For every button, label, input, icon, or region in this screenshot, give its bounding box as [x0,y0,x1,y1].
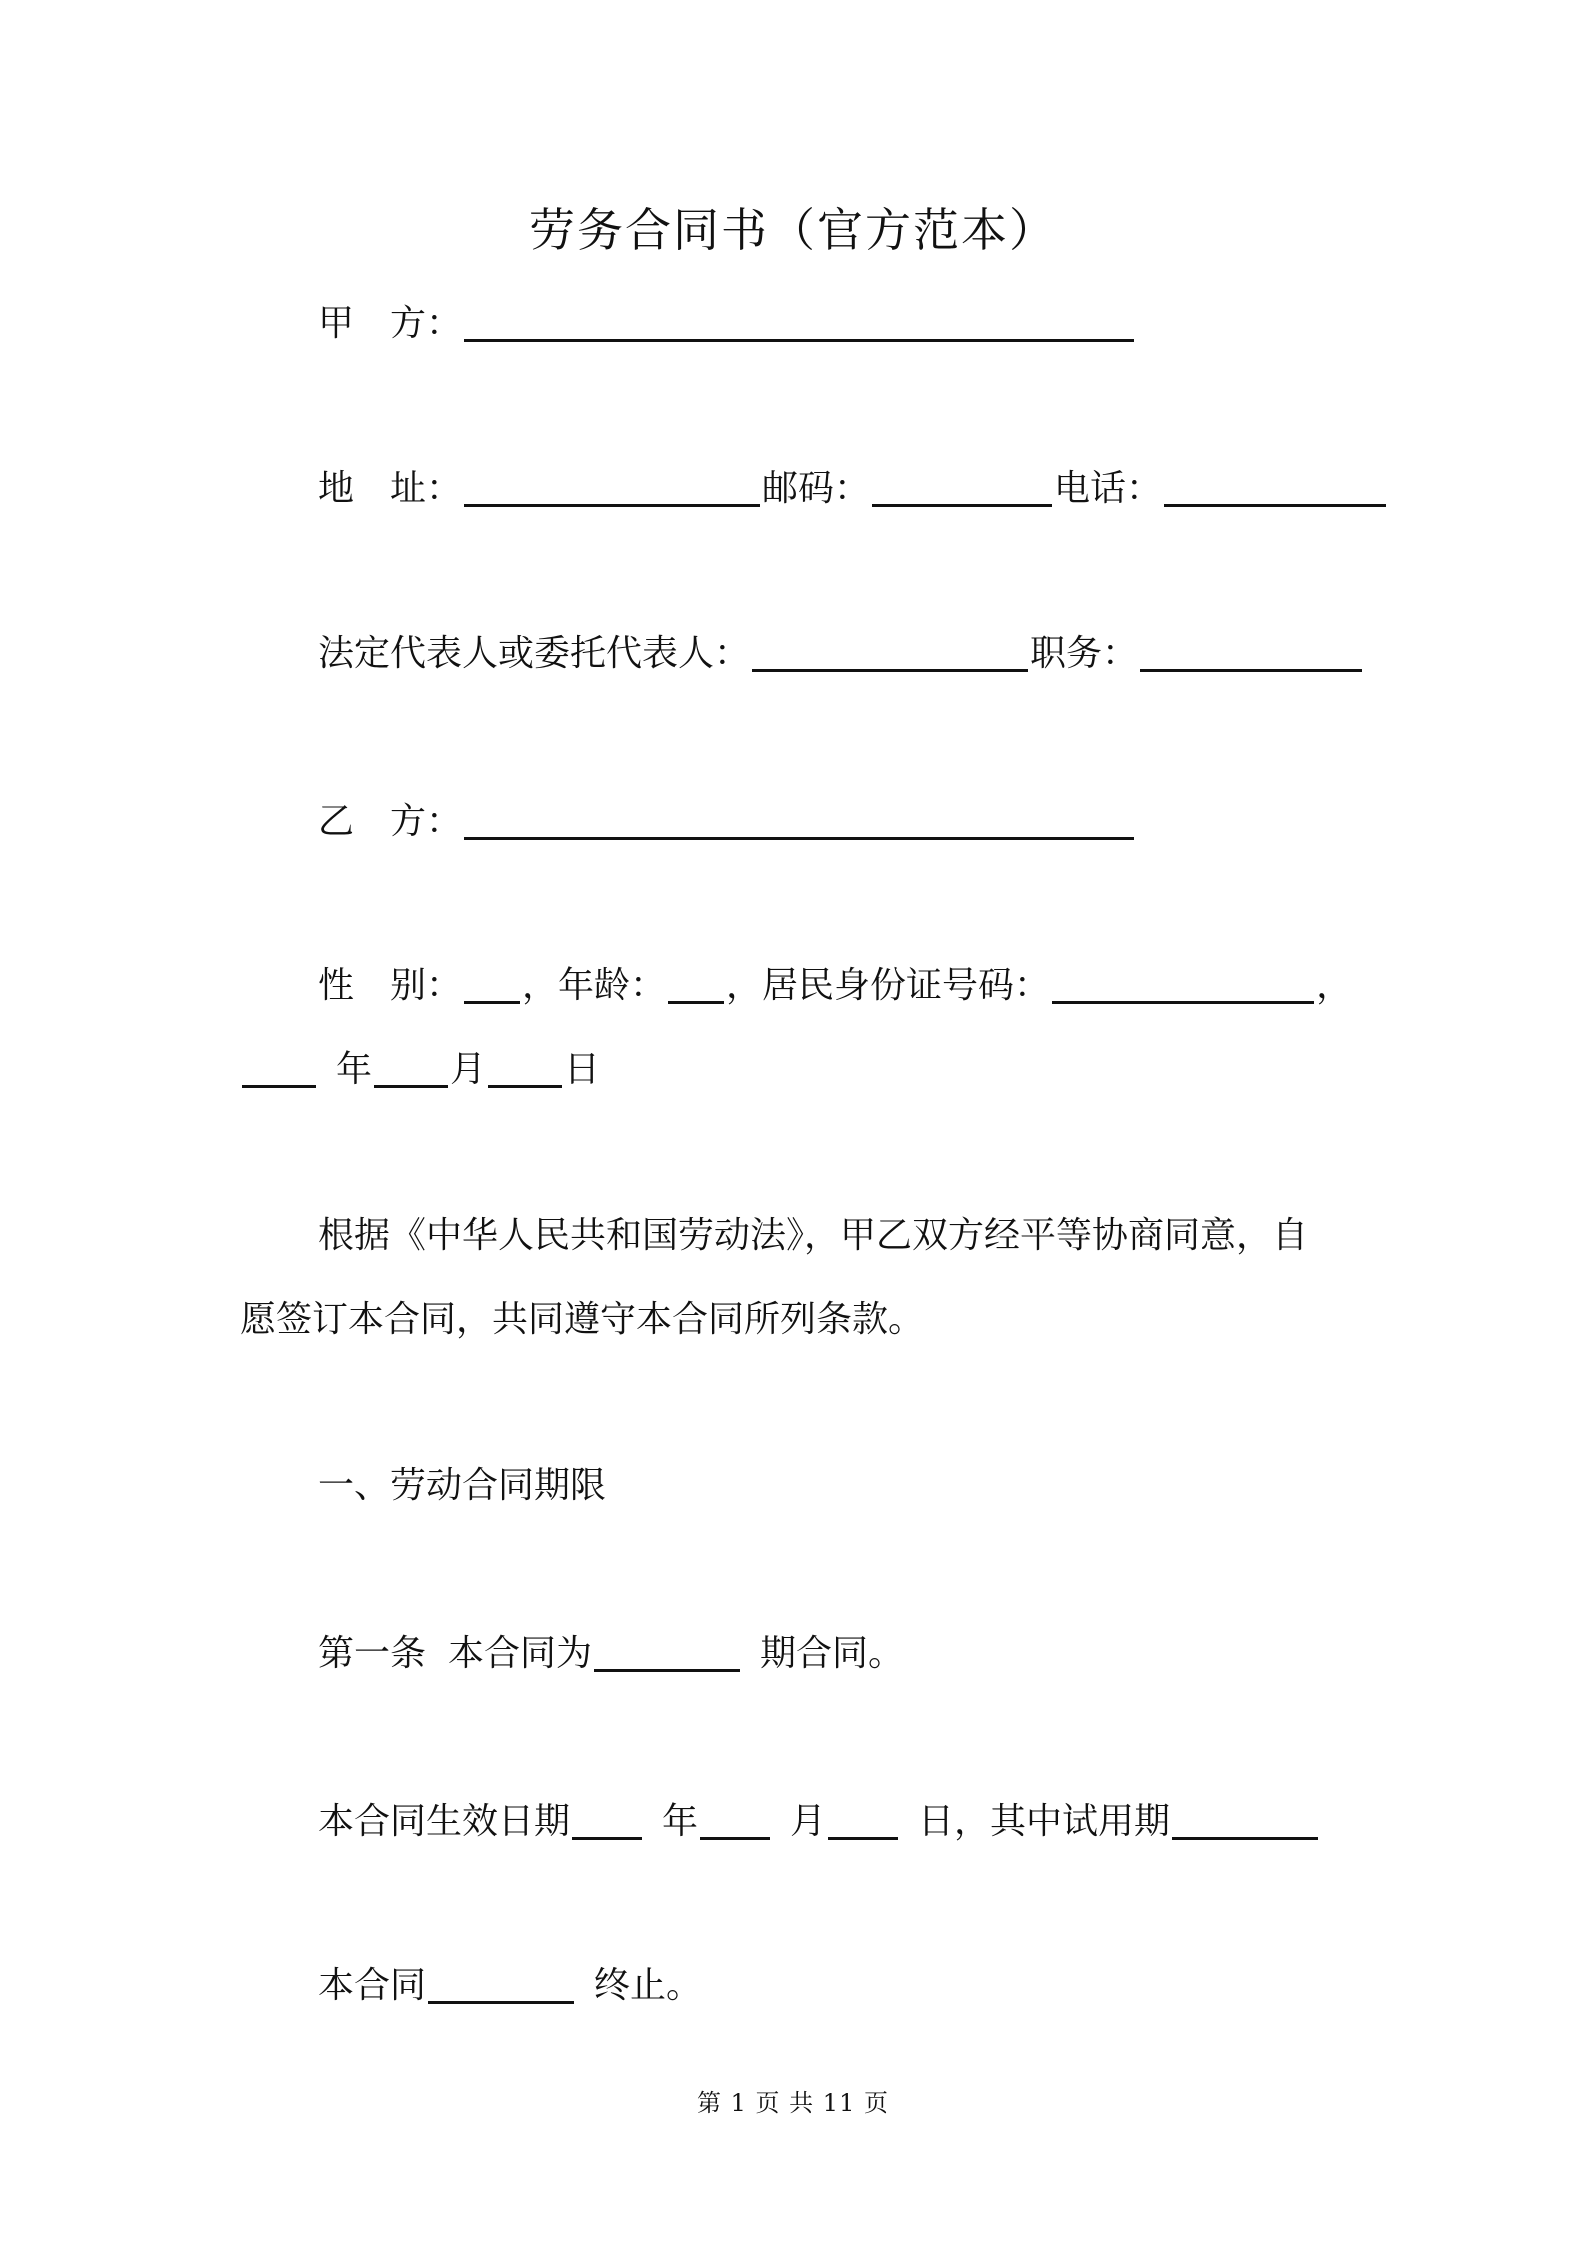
position-blank[interactable] [1140,633,1362,672]
gender-label-suffix: 别： [390,965,463,1006]
party-b-name-blank[interactable] [464,801,1134,840]
termination-label-end: 终止。 [594,1965,703,2006]
representative-blank[interactable] [752,633,1028,672]
id-number-comma: ， [1316,965,1353,1006]
effective-date-label: 本合同生效日期 [318,1801,571,1842]
preamble-line-1: 根据《中华人民共和国劳动法》，甲乙双方经平等协商同意，自 [318,1215,1309,1256]
birth-month-blank[interactable] [374,1049,448,1088]
party-a-line [318,300,1136,348]
party-b-line [318,798,1136,846]
effective-month-label: 月 [790,1801,827,1842]
party-a-label-suffix: 方： [390,303,463,344]
party-b-date-line [240,1046,600,1094]
party-a-contact-line [318,465,1388,513]
birth-year-label: 年 [336,1049,373,1090]
effective-year-label: 年 [662,1801,699,1842]
article-1-text: 本合同为 [448,1633,593,1674]
party-b-info-line [318,962,1352,1010]
postcode-blank[interactable] [872,468,1052,507]
page-number-footer: 第 1 页 共 11 页 [697,2089,889,2117]
representative-line [318,630,1364,678]
effective-date-line [318,1798,1320,1846]
phone-blank[interactable] [1164,468,1386,507]
article-1-line [318,1630,904,1678]
article-1-prefix: 第一条 [318,1633,427,1674]
termination-blank[interactable] [428,1965,574,2004]
id-number-blank[interactable] [1052,965,1314,1004]
birth-day-blank[interactable] [488,1049,562,1088]
termination-label: 本合同 [318,1965,427,2006]
address-blank[interactable] [464,468,760,507]
contract-term-blank[interactable] [594,1633,740,1672]
phone-label: 电话： [1054,468,1163,509]
position-label: 职务： [1030,633,1139,674]
age-blank[interactable] [668,965,724,1004]
party-a-label: 甲 [318,303,355,344]
address-label: 地 [318,468,355,509]
effective-month-blank[interactable] [700,1801,770,1840]
termination-line [318,1962,702,2010]
effective-day-label: 日，其中试用期 [918,1801,1171,1842]
gender-blank[interactable] [464,965,520,1004]
document-title: 劳务合同书（官方范本） [529,203,1057,257]
id-number-label: ，居民身份证号码： [726,965,1051,1006]
birth-day-label: 日 [564,1049,601,1090]
party-b-label: 乙 [318,801,355,842]
age-label: ，年龄： [522,965,667,1006]
effective-day-blank[interactable] [828,1801,898,1840]
article-1-text-end: 期合同。 [760,1633,905,1674]
probation-period-blank[interactable] [1172,1801,1318,1840]
party-a-name-blank[interactable] [464,303,1134,342]
section-1-heading: 一、劳动合同期限 [318,1465,607,1506]
postcode-label: 邮码： [762,468,871,509]
party-b-label-suffix: 方： [390,801,463,842]
address-label-suffix: 址： [390,468,463,509]
birth-month-label: 月 [450,1049,487,1090]
gender-label: 性 [318,965,355,1006]
representative-label: 法定代表人或委托代表人： [318,633,751,674]
birth-year-blank[interactable] [242,1049,316,1088]
preamble-line-2: 愿签订本合同，共同遵守本合同所列条款。 [240,1299,925,1340]
effective-year-blank[interactable] [572,1801,642,1840]
